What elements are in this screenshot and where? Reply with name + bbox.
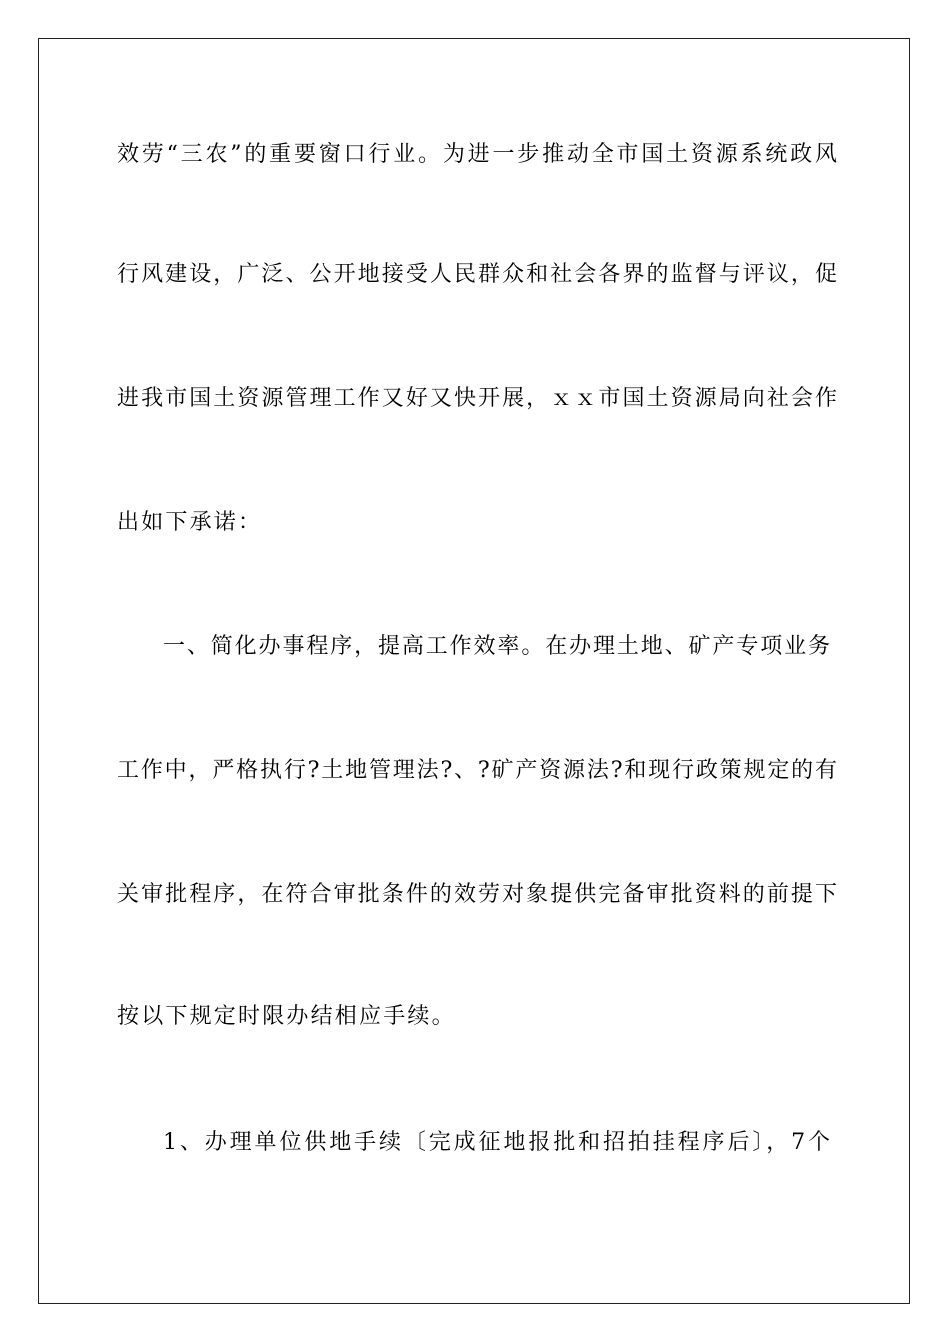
text-line-2: 行风建设，广泛、公开地接受人民群众和社会各界的监督与评议，促 bbox=[117, 262, 837, 287]
page-border bbox=[38, 38, 910, 1304]
text-line-1: 效劳“三农”的重要窗口行业。为进一步推动全市国土资源系统政风 bbox=[117, 142, 837, 167]
text-line-5: 一、简化办事程序，提高工作效率。在办理土地、矿产专项业务 bbox=[163, 634, 830, 659]
text-line-8: 按以下规定时限办结相应手续。 bbox=[117, 1004, 456, 1029]
text-line-9: 1、办理单位供地手续〔完成征地报批和招拍挂程序后〕，7个 bbox=[163, 1130, 830, 1155]
text-line-3: 进我市国土资源管理工作又好又快开展，ｘｘ市国土资源局向社会作 bbox=[117, 386, 837, 411]
text-line-6: 工作中，严格执行?土地管理法?、?矿产资源法?和现行政策规定的有 bbox=[117, 758, 837, 783]
text-line-7: 关审批程序，在符合审批条件的效劳对象提供完备审批资料的前提下 bbox=[117, 882, 837, 907]
text-line-4: 出如下承诺： bbox=[117, 510, 263, 535]
